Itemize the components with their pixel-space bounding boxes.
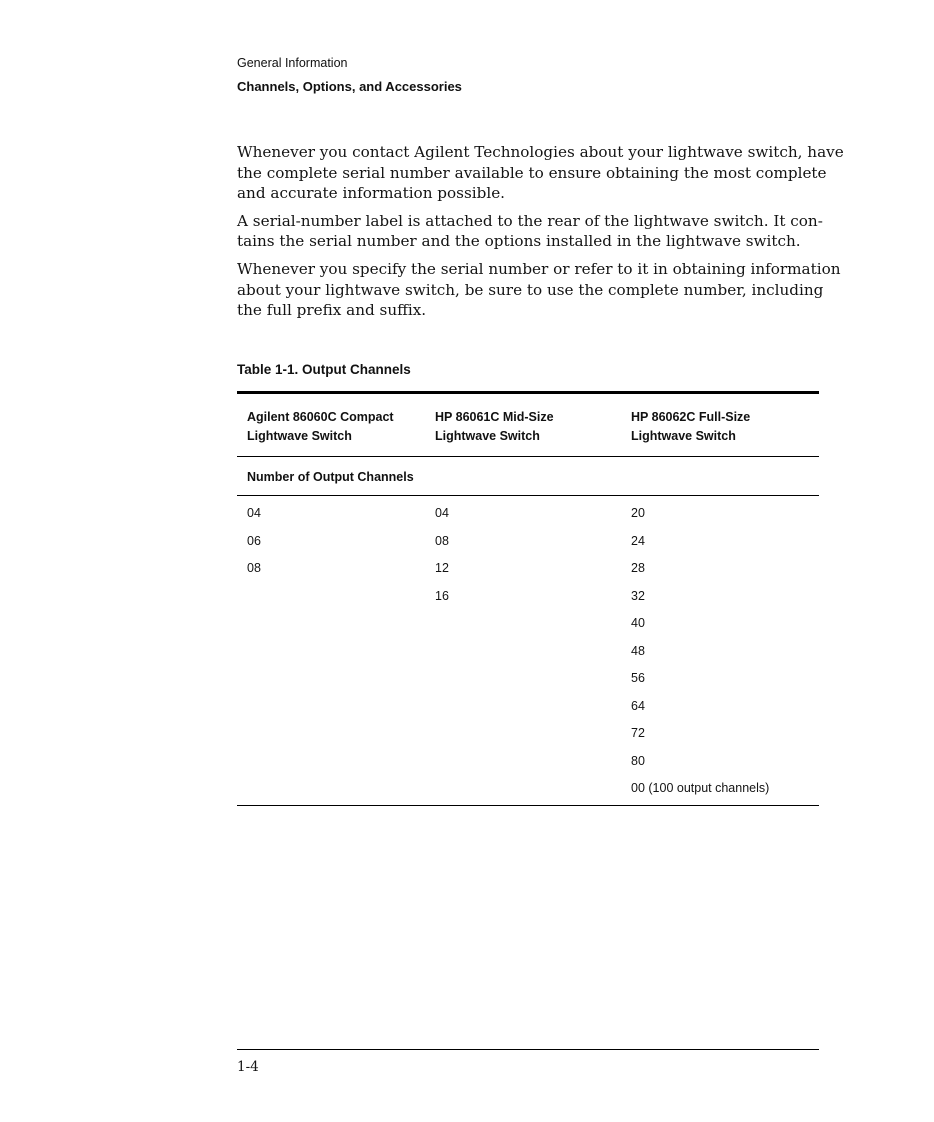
table-row — [237, 496, 819, 528]
column-header-line: HP 86062C Full-Size — [631, 410, 751, 424]
table-cell: 12 — [435, 561, 449, 575]
paragraph — [237, 211, 837, 252]
table-row — [237, 692, 819, 720]
table-subheader: Number of Output Channels — [237, 457, 819, 496]
paragraph-line: the complete serial number available to ensure obtaining the most complete — [237, 163, 827, 182]
paragraph — [237, 142, 844, 204]
column-header-line: Lightwave Switch — [247, 429, 352, 443]
table-cell — [425, 775, 621, 806]
table-row — [237, 555, 819, 583]
table-title: Table 1-1. Output Channels — [237, 362, 411, 377]
table-cell: 64 — [631, 698, 645, 713]
table-cell — [425, 692, 621, 720]
table-cell — [237, 747, 425, 775]
column-header — [425, 393, 621, 457]
table-subheader-body — [237, 457, 819, 496]
table-cell — [425, 665, 621, 693]
column-header-line: Lightwave Switch — [435, 429, 540, 443]
table-row — [237, 665, 819, 693]
table-cell: 24 — [631, 533, 645, 548]
table-cell — [425, 610, 621, 638]
table-cell: 56 — [631, 671, 645, 685]
paragraph-line: about your lightwave switch, be sure to use the complete number, including — [237, 280, 824, 299]
table-cell — [425, 637, 621, 665]
table-row — [237, 527, 819, 555]
section-title: Channels, Options, and Accessories — [237, 79, 462, 94]
table-header-row — [237, 393, 819, 457]
table-cell: 04 — [435, 506, 449, 520]
column-header-line: Agilent 86060C Compact — [247, 410, 394, 424]
table-cell — [237, 692, 425, 720]
table-row — [237, 610, 819, 638]
table-cell: 80 — [631, 753, 645, 768]
table-cell: 72 — [631, 726, 645, 740]
table-cell: 00 (100 output channels) — [631, 781, 770, 795]
table-subheader-row — [237, 457, 819, 496]
paragraph-line: A serial-number label is attached to the rear of the lightwave switch. It con- — [237, 211, 823, 230]
table-cell — [237, 665, 425, 693]
table-cell: 20 — [631, 506, 645, 520]
running-header — [237, 56, 462, 94]
table-cell — [237, 775, 425, 806]
table-cell — [237, 610, 425, 638]
footer-rule — [237, 1049, 819, 1050]
column-header-line: Lightwave Switch — [631, 429, 736, 443]
table-cell — [237, 637, 425, 665]
table-cell: 04 — [247, 506, 261, 520]
table-row — [237, 747, 819, 775]
paragraph — [237, 259, 841, 321]
table-cell: 06 — [247, 533, 261, 548]
table-row — [237, 637, 819, 665]
chapter-title: General Information — [237, 56, 348, 70]
table-cell: 32 — [631, 588, 645, 603]
table-row — [237, 720, 819, 748]
body-text — [237, 142, 844, 328]
column-header-line: HP 86061C Mid-Size — [435, 410, 554, 424]
output-channels-table — [237, 391, 819, 806]
table-cell: 16 — [435, 588, 449, 603]
page-number: 1-4 — [237, 1059, 259, 1075]
paragraph-line: and accurate information possible. — [237, 184, 506, 203]
table-row — [237, 775, 819, 806]
table-cell: 40 — [631, 616, 645, 630]
table-cell — [425, 720, 621, 748]
table-header — [237, 393, 819, 457]
paragraph-line: tains the serial number and the options installed in the lightwave switch. — [237, 232, 801, 251]
table-cell — [425, 747, 621, 775]
output-channels-table-body — [237, 496, 819, 806]
table-row — [237, 582, 819, 610]
table-cell — [237, 720, 425, 748]
table-cell: 28 — [631, 561, 645, 575]
column-header — [621, 393, 819, 457]
table-cell — [237, 582, 425, 610]
output-channels-table-block — [237, 362, 819, 806]
column-header — [237, 393, 425, 457]
table-cell: 08 — [247, 561, 261, 575]
table-cell: 48 — [631, 643, 645, 658]
table-cell: 08 — [435, 533, 449, 548]
paragraph-line: Whenever you specify the serial number or refer to it in obtaining information — [237, 259, 841, 278]
paragraph-line: the full prefix and suffix. — [237, 301, 427, 320]
paragraph-line: Whenever you contact Agilent Technologies about your lightwave switch, have — [237, 143, 844, 161]
